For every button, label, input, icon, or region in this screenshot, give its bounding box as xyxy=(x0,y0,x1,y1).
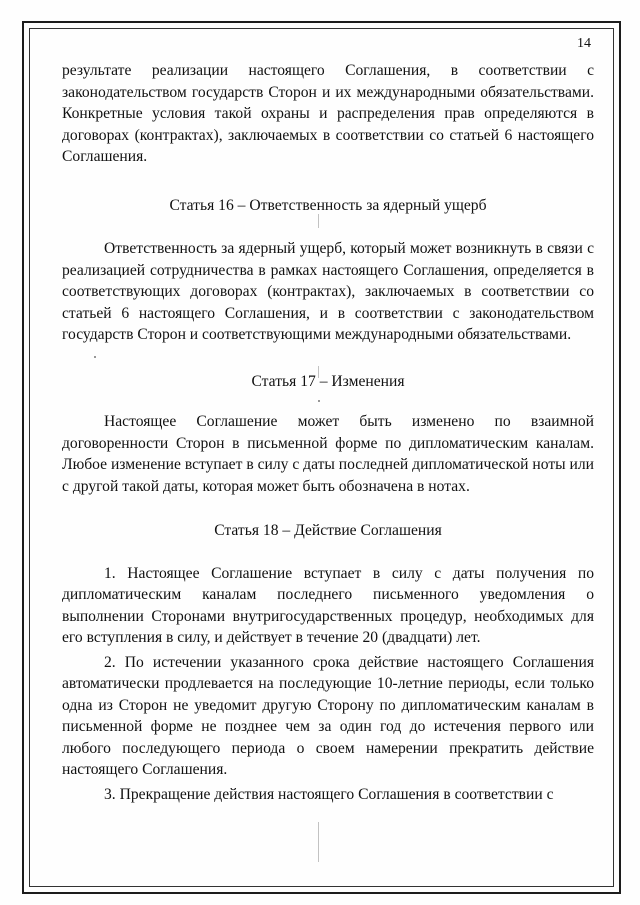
scan-artifact-line xyxy=(318,822,319,862)
paragraph-continuation: результате реализации настоящего Соглашения, в соответствии с законодательством государств Сторон и их международными обязательствами. Конкретные условия такой охраны и распределения прав определяются в договорах (контрактах), заключаемых в соответствии со статьей 6 настоящего Соглашения. xyxy=(62,62,594,165)
paragraph-article-18-item-1: 1. Настоящее Соглашение вступает в силу с даты получения по дипломатическим каналам последнего письменного уведомления о выполнении Сторонами внутригосударственных процедур, необходимых для его вступления в силу, и действует в течение 20 (двадцати) лет. xyxy=(62,564,594,646)
document-body xyxy=(62,60,594,805)
paragraph-article-17: Настоящее Соглашение может быть изменено по взаимной договоренности Сторон в письменной форме по дипломатическим каналам. Любое изменение вступает в силу с даты последней дипломатической ноты или с другой такой даты, которая может быть обозначена в нотах. xyxy=(62,413,595,495)
page-number: 14 xyxy=(577,36,591,51)
paragraph-article-18-item-2: 2. По истечении указанного срока действие настоящего Соглашения автоматически продлевается на последующие 10-летние периоды, если только одна из Сторон не уведомит другую Сторону по дипломатическим каналам в письменной форме не позднее чем за один год до истечения первого или любого последующего периода о своем намерении прекратить действие настоящего Соглашения. xyxy=(62,653,594,778)
paragraph-article-16: Ответственность за ядерный ущерб, который может возникнуть в связи с реализацией сотрудничества в рамках настоящего Соглашения, определяется в соответствующих договорах (контрактах), заключаемых в соответствии со статьей 6 настоящего Соглашения, и в соответствии с законодательством государств Сторон и соответствующими международными обязательствами. xyxy=(62,240,594,343)
heading-article-16: Статья 16 – Ответственность за ядерный ущерб xyxy=(169,196,487,214)
paragraph-article-18-item-3: 3. Прекращение действия настоящего Соглашения в соответствии с xyxy=(104,785,554,803)
heading-article-17: Статья 17 – Изменения xyxy=(251,372,405,390)
heading-article-18: Статья 18 – Действие Соглашения xyxy=(214,522,442,539)
